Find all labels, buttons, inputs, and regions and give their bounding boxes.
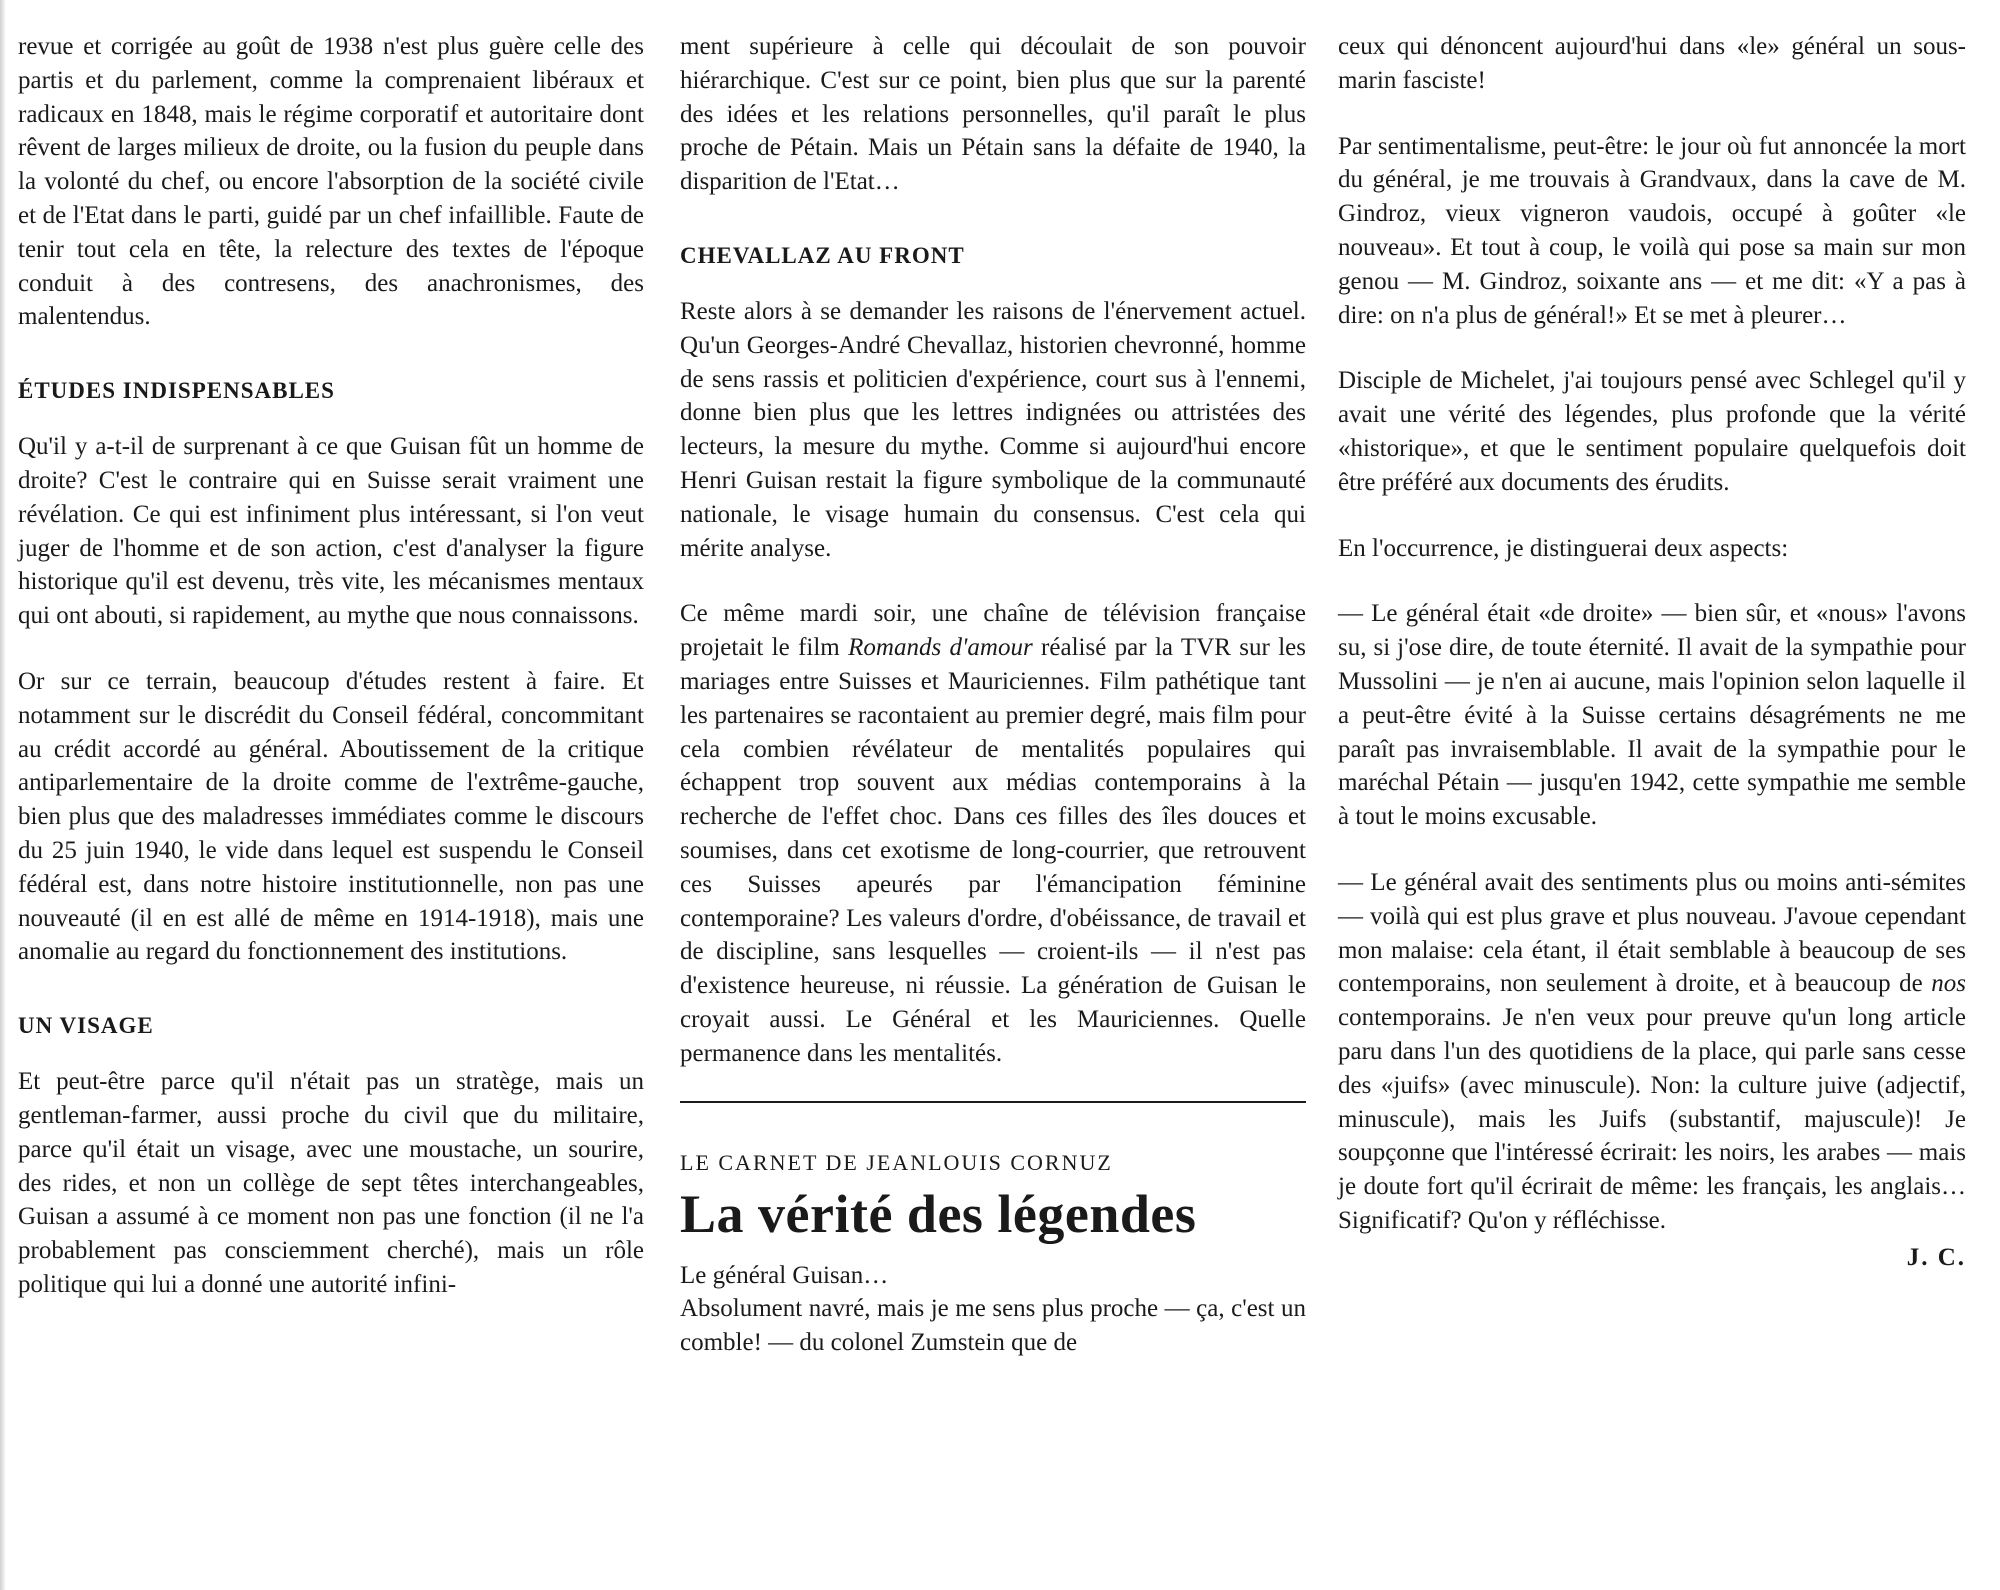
author-signature: J. C.	[1906, 1243, 1966, 1271]
paragraph-etudes-2: Or sur ce terrain, beaucoup d'études restent à faire. Et notamment sur le discrédit du Conseil fédéral, concommitant au crédit accordé au général. Aboutissement de la critique antiparlementaire de la droite comme de l'extrême-gauche, bien plus que des maladresses immédiates comme le discours du 25 juin 1940, le vide dans lequel est suspendu le Conseil fédéral est, dans notre histoire institutionnelle, non pas une nouveauté (il en est allé de même en 1914-1918), mais une anomalie au regard du fonctionnement des institutions.	[18, 667, 644, 966]
paragraph-carnet-2: Absolument navré, mais je me sens plus proche — ça, c'est un comble! — du colonel Zumstein que de	[680, 1295, 1306, 1357]
paragraph-chevallaz-2	[680, 597, 1306, 1070]
subheading-visage: UN VISAGE	[18, 1013, 154, 1039]
subheading-chevallaz: CHEVALLAZ AU FRONT	[680, 242, 965, 268]
film-title: Romands d'amour	[848, 634, 1033, 662]
section-divider	[680, 1101, 1306, 1103]
article-headline: La vérité des légendes	[680, 1183, 1197, 1244]
text-run: — Le général avait des sentiments plus ou moins anti-sémites — voilà qui est plus grave et plus nouveau. J'avoue cependant mon malaise: cela étant, il était semblable à beaucoup de ses contemporains, non seulement à droite, et à beaucoup de	[1338, 868, 1966, 998]
text-run: Ce même mardi soir, une chaîne de télévision française projetait le film	[680, 600, 1306, 662]
page-edge-shadow	[0, 0, 6, 1590]
column-kicker: LE CARNET DE JEANLOUIS CORNUZ	[680, 1149, 1113, 1175]
paragraph-continuation: ment supérieure à celle qui découlait de son pouvoir hiérarchique. C'est sur ce point, bien plus que sur la parenté des idées et les relations personnelles, qu'il paraît le plus proche de Pétain. Mais un Pétain sans la défaite de 1940, la disparition de l'Etat…	[680, 33, 1306, 196]
column-3	[1338, 30, 1966, 1272]
paragraph-aspects: En l'occurrence, je distinguerai deux aspects:	[1338, 534, 1789, 562]
paragraph-michelet: Disciple de Michelet, j'ai toujours pensé avec Schlegel qu'il y avait une vérité des légendes, plus profonde que la vérité «historique», et que le sentiment populaire quelquefois doit être préféré aux documents des érudits.	[1338, 367, 1966, 496]
emphasis-nos: nos	[1931, 970, 1966, 998]
column-2	[680, 30, 1306, 1360]
text-run: réalisé par la TVR sur les mariages entre Suisses et Mauriciennes. Film pathétique tant les partenaires se racontaient au premier degré, mais film pour cela combien révélateur de mentalités populaires qui échappent trop souvent aux médias contemporains à la recherche de l'effet choc. Dans ces filles des îles douces et soumises, dans cet exotisme de long-courrier, que retrouvent ces Suisses apeurés par l'émancipation féminine contemporaine? Les valeurs d'ordre, d'obéissance, de travail et de discipline, sans lesquelles — croient-ils — il n'est pas d'existence heureuse, ni réussie. La génération de Guisan le croyait aussi. Le Général et les Mauriciennes. Quelle permanence dans les mentalités.	[680, 634, 1306, 1067]
paragraph-antisemite	[1338, 866, 1966, 1238]
paragraph-carnet-1: Le général Guisan…	[680, 1261, 889, 1289]
paragraph-visage: Et peut-être parce qu'il n'était pas un stratège, mais un gentleman-farmer, aussi proche du civil que du militaire, parce qu'il était un visage, avec une moustache, un sourire, des rides, et non un collège de sept têtes interchangeables, Guisan a assumé à ce moment non pas une fonction (il ne l'a probablement pas consciemment cherché), mais un rôle politique qui lui a donné une autorité infini-	[18, 1068, 644, 1298]
paragraph-continuation: ceux qui dénoncent aujourd'hui dans «le» général un sous-marin fasciste!	[1338, 33, 1966, 94]
paragraph-intro: revue et corrigée au goût de 1938 n'est plus guère celle des partis et du parlement, comme la comprenaient libéraux et radicaux en 1848, mais le régime corporatif et autoritaire dont rêvent de larges milieux de droite, ou la fusion du peuple dans la volonté du chef, ou encore l'absorption de la société civile et de l'Etat dans le parti, guidé par un chef infaillible. Faute de tenir tout cela en tête, la relecture des textes de l'époque conduit à des contresens, des anachronismes, des malentendus.	[18, 33, 644, 331]
paragraph-sentimentalisme: Par sentimentalisme, peut-être: le jour où fut annoncée la mort du général, je me trouvais à Grandvaux, dans la cave de M. Gindroz, vieux vigneron vaudois, occupé à goûter «le nouveau». Et tout à coup, le voilà qui pose sa main sur mon genou — M. Gindroz, soixante ans — et me dit: «Y a pas à dire: on n'a plus de général!» Et se met à pleurer…	[1338, 132, 1966, 329]
subheading-etudes: ÉTUDES INDISPENSABLES	[18, 378, 335, 404]
paragraph-etudes-1: Qu'il y a-t-il de surprenant à ce que Guisan fût un homme de droite? C'est le contraire qui en Suisse serait vraiment une révélation. Ce qui est infiniment plus intéressant, si l'on veut juger de l'homme et de son action, c'est d'analyser la figure historique qu'il est devenu, très vite, les mécanismes mentaux qui ont abouti, si rapidement, au mythe que nous connaissons.	[18, 433, 644, 630]
text-run: contemporains. Je n'en veux pour preuve qu'un long article paru dans l'un des quotidiens de la place, qui parle sans cesse des «juifs» (avec minuscule). Non: la culture juive (adjectif, minuscule), mais les Juifs (substantif, majuscule)! Je soupçonne que l'intéressé écrirait: les noirs, les arabes — mais je doute fort qu'il écrirait de même: les français, les anglais… Significatif? Qu'on y réfléchisse.	[1338, 1004, 1966, 1234]
paragraph-droite: — Le général était «de droite» — bien sûr, et «nous» l'avons su, si j'ose dire, de toute éternité. Il avait de la sympathie pour Mussolini — je n'en ai aucune, mais l'opinion selon laquelle il a peut-être évité à la Suisse certains désagréments ne me paraît pas invraisemblable. Il avait de la sympathie pour le maréchal Pétain — jusqu'en 1942, cette sympathie me semble à tout le moins excusable.	[1338, 600, 1966, 831]
column-1	[18, 30, 644, 1302]
paragraph-chevallaz-1: Reste alors à se demander les raisons de l'énervement actuel. Qu'un Georges-André Chevallaz, historien chevronné, homme de sens rassis et politicien d'expérience, court sus à l'ennemi, donne bien plus que les lettres indignées ou attristées des lecteurs, la mesure du mythe. Comme si aujourd'hui encore Henri Guisan restait la figure symbolique de la communauté nationale, le visage humain du consensus. C'est cela qui mérite analyse.	[680, 297, 1306, 562]
